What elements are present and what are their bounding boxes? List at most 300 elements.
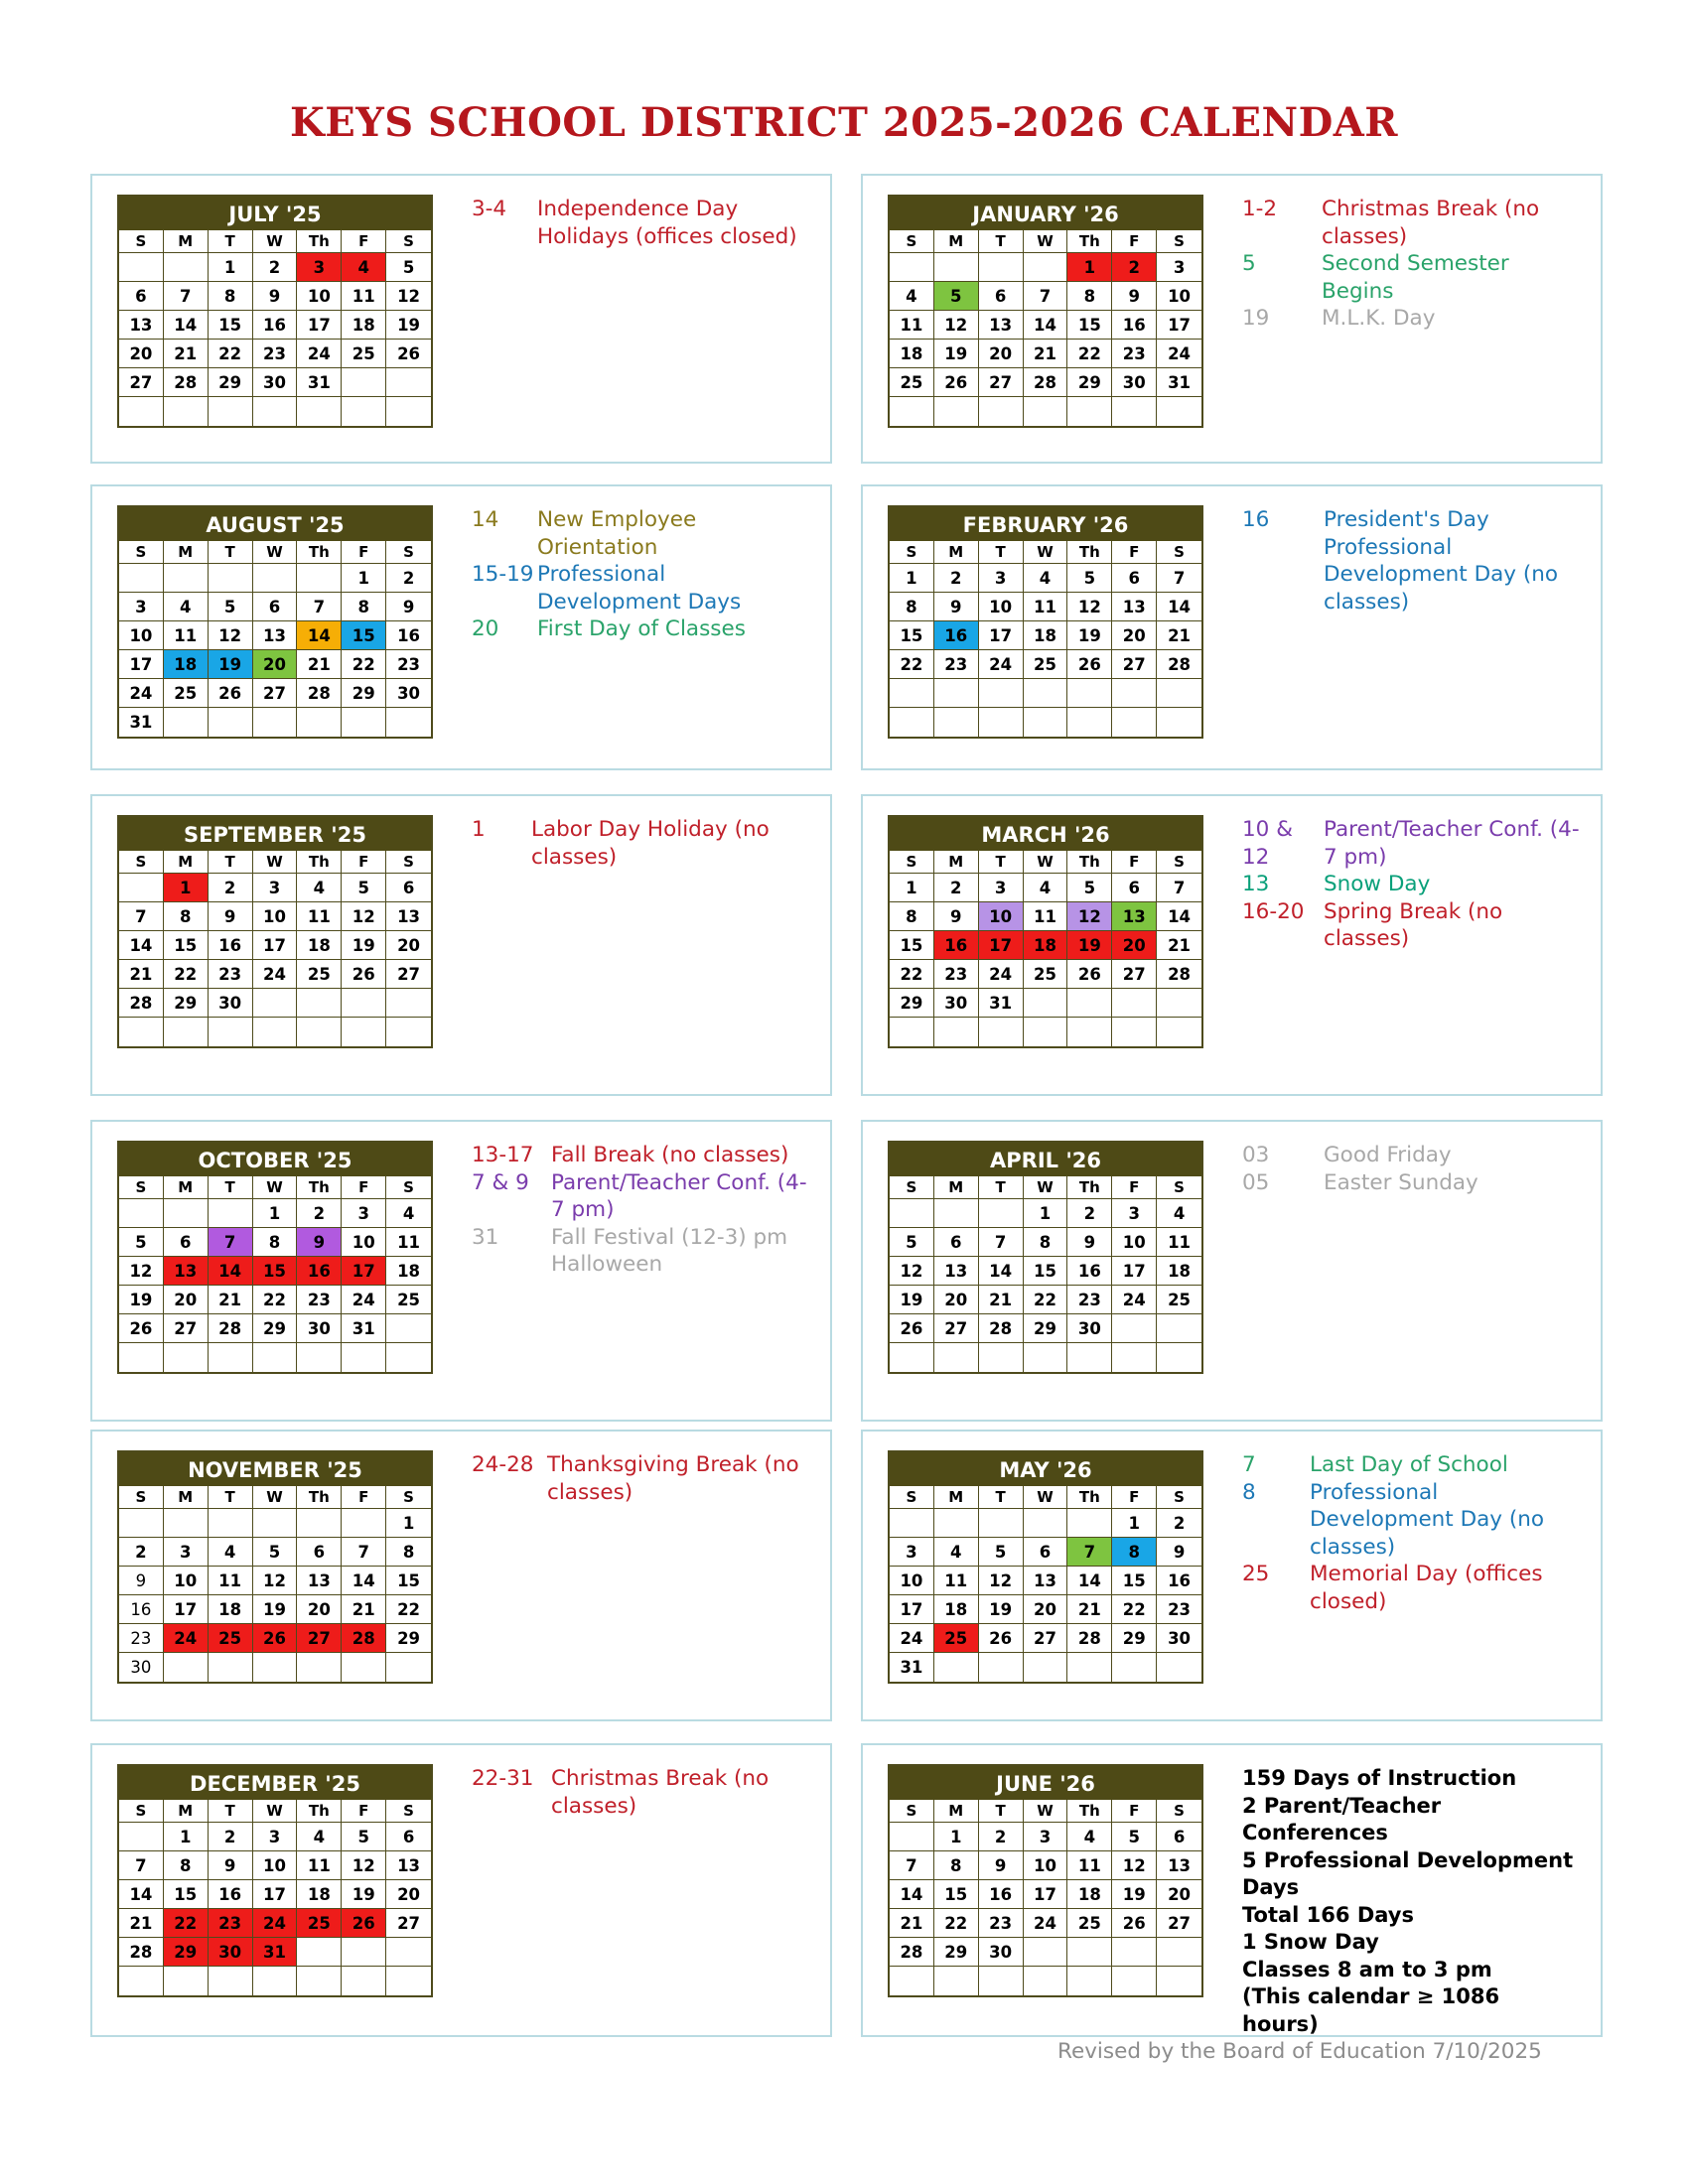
day-cell: 18: [890, 340, 934, 368]
calendar-grid: [119, 1486, 431, 1682]
day-cell: 8: [253, 1228, 298, 1257]
day-cell: 30: [297, 1314, 342, 1343]
day-cell: 4: [1067, 1823, 1112, 1851]
day-cell: 5: [1067, 874, 1112, 902]
day-cell: 14: [890, 1880, 934, 1909]
day-cell: 9: [934, 593, 979, 621]
month-title: JULY '25: [119, 197, 431, 230]
day-cell: 29: [1112, 1624, 1157, 1653]
day-cell: 5: [1112, 1823, 1157, 1851]
event-item: [1242, 1142, 1580, 1169]
day-cell: 30: [209, 989, 253, 1018]
day-cell: 10: [119, 621, 164, 650]
empty-cell: [890, 253, 934, 282]
weekday-header: Th: [297, 851, 342, 874]
weekday-header: S: [890, 851, 934, 874]
day-cell: 27: [119, 368, 164, 397]
weekday-header: F: [1112, 541, 1157, 564]
empty-cell: [209, 1018, 253, 1046]
empty-cell: [934, 1967, 979, 1995]
day-cell: 19: [342, 1880, 386, 1909]
day-cell: 19: [119, 1286, 164, 1314]
day-cell: 17: [1024, 1880, 1068, 1909]
day-cell: 20: [934, 1286, 979, 1314]
empty-cell: [1067, 989, 1112, 1018]
event-list: [472, 196, 809, 250]
weekday-header: M: [164, 851, 209, 874]
weekday-header: M: [934, 1486, 979, 1509]
day-cell: 22: [386, 1595, 431, 1624]
empty-cell: [253, 989, 298, 1018]
day-cell: 12: [209, 621, 253, 650]
empty-cell: [1112, 679, 1157, 708]
day-cell: 15: [1112, 1567, 1157, 1595]
day-cell: 31: [119, 708, 164, 737]
empty-cell: [1157, 1653, 1201, 1682]
calendar-grid: [890, 851, 1201, 1046]
day-cell: 1: [934, 1823, 979, 1851]
day-cell: 23: [979, 1909, 1024, 1938]
calendar-grid: [119, 851, 431, 1046]
event-description: Fall Festival (12-3) pm Halloween: [551, 1224, 788, 1277]
weekday-header: S: [119, 1176, 164, 1199]
day-cell: 15: [386, 1567, 431, 1595]
day-cell: 11: [1024, 593, 1068, 621]
day-cell: 29: [1067, 368, 1112, 397]
page-title: KEYS SCHOOL DISTRICT 2025-2026 CALENDAR: [289, 99, 1399, 146]
event-description: Spring Break (no classes): [1324, 898, 1503, 951]
event-date: 25: [1242, 1562, 1270, 1586]
event-list: [472, 506, 809, 643]
event-item: [472, 1224, 809, 1279]
day-cell: 23: [119, 1624, 164, 1653]
day-cell: 6: [1024, 1538, 1068, 1567]
day-cell: 21: [1157, 621, 1201, 650]
day-cell: 28: [979, 1314, 1024, 1343]
weekday-header: S: [1157, 1800, 1201, 1823]
empty-cell: [890, 1343, 934, 1372]
day-cell: 1: [1024, 1199, 1068, 1228]
highlighted-day-cell: 5: [934, 282, 979, 311]
day-cell: 30: [1157, 1624, 1201, 1653]
day-cell: 31: [979, 989, 1024, 1018]
day-cell: 13: [386, 902, 431, 931]
day-cell: 17: [297, 311, 342, 340]
empty-cell: [934, 1199, 979, 1228]
empty-cell: [253, 564, 298, 593]
weekday-header: F: [1112, 1800, 1157, 1823]
day-cell: 25: [1067, 1909, 1112, 1938]
empty-cell: [209, 1653, 253, 1682]
day-cell: 28: [890, 1938, 934, 1967]
weekday-header: W: [253, 541, 298, 564]
day-cell: 4: [934, 1538, 979, 1567]
day-cell: 14: [119, 931, 164, 960]
weekday-header: F: [1112, 851, 1157, 874]
empty-cell: [253, 1018, 298, 1046]
day-cell: 5: [209, 593, 253, 621]
empty-cell: [1157, 1018, 1201, 1046]
day-cell: 28: [1157, 960, 1201, 989]
month-panel: [861, 1120, 1603, 1422]
event-list: [472, 1451, 809, 1506]
day-cell: 21: [342, 1595, 386, 1624]
day-cell: 22: [934, 1909, 979, 1938]
highlighted-day-cell: 12: [1067, 902, 1112, 931]
calendar-grid: [890, 1486, 1201, 1682]
day-cell: 9: [209, 902, 253, 931]
empty-cell: [890, 1018, 934, 1046]
day-cell: 30: [934, 989, 979, 1018]
day-cell: 11: [342, 282, 386, 311]
empty-cell: [164, 708, 209, 737]
weekday-header: Th: [297, 1176, 342, 1199]
day-cell: 13: [1157, 1851, 1201, 1880]
empty-cell: [1112, 1967, 1157, 1995]
event-date: 1-2: [1242, 197, 1278, 221]
weekday-header: M: [934, 1176, 979, 1199]
month-calendar: [117, 815, 433, 1048]
day-cell: 19: [386, 311, 431, 340]
day-cell: 13: [1024, 1567, 1068, 1595]
day-cell: 5: [342, 1823, 386, 1851]
day-cell: 22: [253, 1286, 298, 1314]
empty-cell: [1112, 1314, 1157, 1343]
day-cell: 11: [1024, 902, 1068, 931]
day-cell: 29: [253, 1314, 298, 1343]
empty-cell: [1112, 708, 1157, 737]
weekday-header: W: [1024, 1486, 1068, 1509]
event-date: 20: [472, 616, 499, 641]
empty-cell: [164, 1199, 209, 1228]
empty-cell: [1024, 397, 1068, 426]
empty-cell: [297, 1343, 342, 1372]
month-panel: [90, 1430, 832, 1721]
empty-cell: [1157, 1938, 1201, 1967]
day-cell: 21: [979, 1286, 1024, 1314]
day-cell: 16: [209, 1880, 253, 1909]
day-cell: 12: [1112, 1851, 1157, 1880]
day-cell: 7: [342, 1538, 386, 1567]
empty-cell: [209, 708, 253, 737]
weekday-header: W: [253, 851, 298, 874]
summary-line: Total 166 Days: [1242, 1902, 1414, 1927]
calendar-grid: [890, 1800, 1201, 1995]
day-cell: 25: [386, 1286, 431, 1314]
day-cell: 11: [209, 1567, 253, 1595]
month-panel: [90, 174, 832, 464]
empty-cell: [386, 1018, 431, 1046]
empty-cell: [1067, 1343, 1112, 1372]
empty-cell: [386, 368, 431, 397]
weekday-header: T: [979, 1800, 1024, 1823]
weekday-header: F: [1112, 230, 1157, 253]
weekday-header: M: [164, 1176, 209, 1199]
day-cell: 26: [979, 1624, 1024, 1653]
day-cell: 1: [164, 1823, 209, 1851]
day-cell: 25: [164, 679, 209, 708]
event-description: M.L.K. Day: [1322, 306, 1436, 331]
day-cell: 9: [119, 1567, 164, 1595]
day-cell: 12: [386, 282, 431, 311]
day-cell: 5: [386, 253, 431, 282]
day-cell: 21: [1067, 1595, 1112, 1624]
event-date: 13: [1242, 872, 1270, 896]
day-cell: 12: [934, 311, 979, 340]
event-list: [1242, 1451, 1580, 1615]
day-cell: 11: [1067, 1851, 1112, 1880]
empty-cell: [386, 1653, 431, 1682]
empty-cell: [979, 1967, 1024, 1995]
event-date: 7 & 9: [472, 1169, 529, 1195]
month-calendar: [888, 1450, 1203, 1684]
empty-cell: [342, 1653, 386, 1682]
empty-cell: [386, 1938, 431, 1967]
day-cell: 17: [1157, 311, 1201, 340]
day-cell: 25: [1024, 650, 1068, 679]
weekday-header: T: [209, 851, 253, 874]
highlighted-day-cell: 24: [253, 1909, 298, 1938]
weekday-header: S: [119, 230, 164, 253]
event-date: 16: [1242, 507, 1270, 532]
event-list: [1242, 816, 1580, 953]
calendar-grid: [119, 1176, 431, 1372]
event-date: 14: [472, 507, 499, 532]
day-cell: 6: [1112, 564, 1157, 593]
day-cell: 7: [1024, 282, 1068, 311]
highlighted-day-cell: 1: [1067, 253, 1112, 282]
day-cell: 14: [342, 1567, 386, 1595]
day-cell: 26: [1112, 1909, 1157, 1938]
day-cell: 16: [979, 1880, 1024, 1909]
event-list: [1242, 1142, 1580, 1196]
day-cell: 7: [979, 1228, 1024, 1257]
day-cell: 21: [890, 1909, 934, 1938]
day-cell: 26: [386, 340, 431, 368]
empty-cell: [890, 679, 934, 708]
weekday-header: Th: [1067, 1176, 1112, 1199]
day-cell: 10: [1024, 1851, 1068, 1880]
empty-cell: [890, 397, 934, 426]
empty-cell: [1112, 1018, 1157, 1046]
weekday-header: T: [209, 541, 253, 564]
summary-line: 5 Professional Development Days: [1242, 1847, 1574, 1899]
weekday-header: W: [253, 1486, 298, 1509]
day-cell: 2: [253, 253, 298, 282]
empty-cell: [386, 708, 431, 737]
month-panel: [861, 1743, 1603, 2037]
highlighted-day-cell: 16: [934, 931, 979, 960]
day-cell: 19: [1067, 621, 1112, 650]
weekday-header: W: [1024, 230, 1068, 253]
empty-cell: [1067, 1018, 1112, 1046]
weekday-header: Th: [297, 541, 342, 564]
day-cell: 22: [890, 650, 934, 679]
empty-cell: [934, 708, 979, 737]
empty-cell: [209, 1509, 253, 1538]
day-cell: 28: [119, 989, 164, 1018]
day-cell: 27: [1024, 1624, 1068, 1653]
weekday-header: F: [342, 230, 386, 253]
day-cell: 5: [253, 1538, 298, 1567]
day-cell: 8: [1024, 1228, 1068, 1257]
day-cell: 2: [297, 1199, 342, 1228]
empty-cell: [1024, 1343, 1068, 1372]
event-item: [1242, 1561, 1580, 1615]
weekday-header: T: [979, 1486, 1024, 1509]
highlighted-day-cell: 8: [1112, 1538, 1157, 1567]
day-cell: 30: [386, 679, 431, 708]
weekday-header: S: [119, 851, 164, 874]
day-cell: 3: [164, 1538, 209, 1567]
empty-cell: [1024, 1938, 1068, 1967]
day-cell: 20: [1024, 1595, 1068, 1624]
weekday-header: F: [342, 541, 386, 564]
day-cell: 28: [1067, 1624, 1112, 1653]
empty-cell: [934, 1509, 979, 1538]
day-cell: 24: [1024, 1909, 1068, 1938]
event-item: [472, 196, 809, 250]
day-cell: 16: [253, 311, 298, 340]
day-cell: 17: [119, 650, 164, 679]
day-cell: 13: [386, 1851, 431, 1880]
empty-cell: [1024, 1967, 1068, 1995]
event-description: Easter Sunday: [1324, 1169, 1478, 1195]
day-cell: 23: [1112, 340, 1157, 368]
day-cell: 28: [119, 1938, 164, 1967]
day-cell: 26: [342, 960, 386, 989]
empty-cell: [164, 1018, 209, 1046]
empty-cell: [342, 1967, 386, 1995]
day-cell: 9: [979, 1851, 1024, 1880]
event-date: 03: [1242, 1143, 1270, 1167]
empty-cell: [164, 1509, 209, 1538]
day-cell: 15: [890, 931, 934, 960]
day-cell: 16: [119, 1595, 164, 1624]
day-cell: 8: [342, 593, 386, 621]
day-cell: 24: [119, 679, 164, 708]
empty-cell: [1067, 397, 1112, 426]
weekday-header: F: [1112, 1176, 1157, 1199]
empty-cell: [1067, 708, 1112, 737]
event-description: Fall Break (no classes): [551, 1143, 789, 1167]
empty-cell: [979, 1343, 1024, 1372]
day-cell: 11: [890, 311, 934, 340]
month-title: AUGUST '25: [119, 507, 431, 541]
weekday-header: W: [1024, 851, 1068, 874]
day-cell: 18: [1067, 1880, 1112, 1909]
month-title: OCTOBER '25: [119, 1143, 431, 1176]
day-cell: 15: [209, 311, 253, 340]
day-cell: 18: [209, 1595, 253, 1624]
weekday-header: T: [209, 1176, 253, 1199]
day-cell: 19: [890, 1286, 934, 1314]
weekday-header: S: [890, 230, 934, 253]
event-date: 8: [1242, 1479, 1256, 1505]
day-cell: 9: [1157, 1538, 1201, 1567]
day-cell: 19: [253, 1595, 298, 1624]
day-cell: 24: [1157, 340, 1201, 368]
day-cell: 2: [209, 874, 253, 902]
event-description: Independence Day Holidays (offices closed): [537, 197, 797, 249]
day-cell: 12: [890, 1257, 934, 1286]
day-cell: 1: [209, 253, 253, 282]
weekday-header: S: [119, 541, 164, 564]
empty-cell: [209, 1199, 253, 1228]
day-cell: 19: [934, 340, 979, 368]
event-date: 16-20: [1242, 898, 1305, 924]
weekday-header: Th: [297, 1800, 342, 1823]
weekday-header: T: [979, 541, 1024, 564]
empty-cell: [342, 1018, 386, 1046]
empty-cell: [119, 1199, 164, 1228]
empty-cell: [890, 1199, 934, 1228]
weekday-header: W: [253, 230, 298, 253]
empty-cell: [934, 1343, 979, 1372]
event-item: [472, 1765, 809, 1820]
empty-cell: [164, 1343, 209, 1372]
highlighted-day-cell: 13: [1112, 902, 1157, 931]
empty-cell: [119, 397, 164, 426]
weekday-header: S: [386, 230, 431, 253]
day-cell: 7: [119, 902, 164, 931]
empty-cell: [1067, 1967, 1112, 1995]
day-cell: 11: [297, 1851, 342, 1880]
event-list: [472, 1765, 809, 1820]
day-cell: 30: [253, 368, 298, 397]
weekday-header: S: [386, 541, 431, 564]
day-cell: 7: [890, 1851, 934, 1880]
empty-cell: [342, 1938, 386, 1967]
highlighted-day-cell: 22: [164, 1909, 209, 1938]
calendar-grid: [890, 230, 1201, 426]
empty-cell: [253, 1343, 298, 1372]
empty-cell: [1024, 1653, 1068, 1682]
day-cell: 3: [1157, 253, 1201, 282]
weekday-header: F: [1112, 1486, 1157, 1509]
day-cell: 6: [386, 1823, 431, 1851]
day-cell: 6: [253, 593, 298, 621]
event-description: Parent/Teacher Conf. (4-7 pm): [1324, 817, 1580, 870]
month-panel: [861, 174, 1603, 464]
day-cell: 26: [1067, 960, 1112, 989]
day-cell: 8: [1067, 282, 1112, 311]
day-cell: 10: [1112, 1228, 1157, 1257]
day-cell: 21: [1024, 340, 1068, 368]
empty-cell: [164, 564, 209, 593]
weekday-header: S: [890, 1800, 934, 1823]
weekday-header: Th: [297, 230, 342, 253]
highlighted-day-cell: 25: [934, 1624, 979, 1653]
event-item: [472, 1451, 809, 1506]
event-item: [472, 816, 809, 871]
empty-cell: [1157, 397, 1201, 426]
event-list: [1242, 506, 1580, 615]
highlighted-day-cell: 16: [934, 621, 979, 650]
day-cell: 22: [890, 960, 934, 989]
empty-cell: [1157, 708, 1201, 737]
day-cell: 16: [1157, 1567, 1201, 1595]
empty-cell: [253, 1509, 298, 1538]
day-cell: 6: [979, 282, 1024, 311]
summary-line: 1 Snow Day: [1242, 1930, 1379, 1954]
weekday-header: T: [209, 1486, 253, 1509]
day-cell: 2: [934, 874, 979, 902]
day-cell: 24: [342, 1286, 386, 1314]
day-cell: 27: [1157, 1909, 1201, 1938]
day-cell: 11: [934, 1567, 979, 1595]
empty-cell: [890, 1967, 934, 1995]
